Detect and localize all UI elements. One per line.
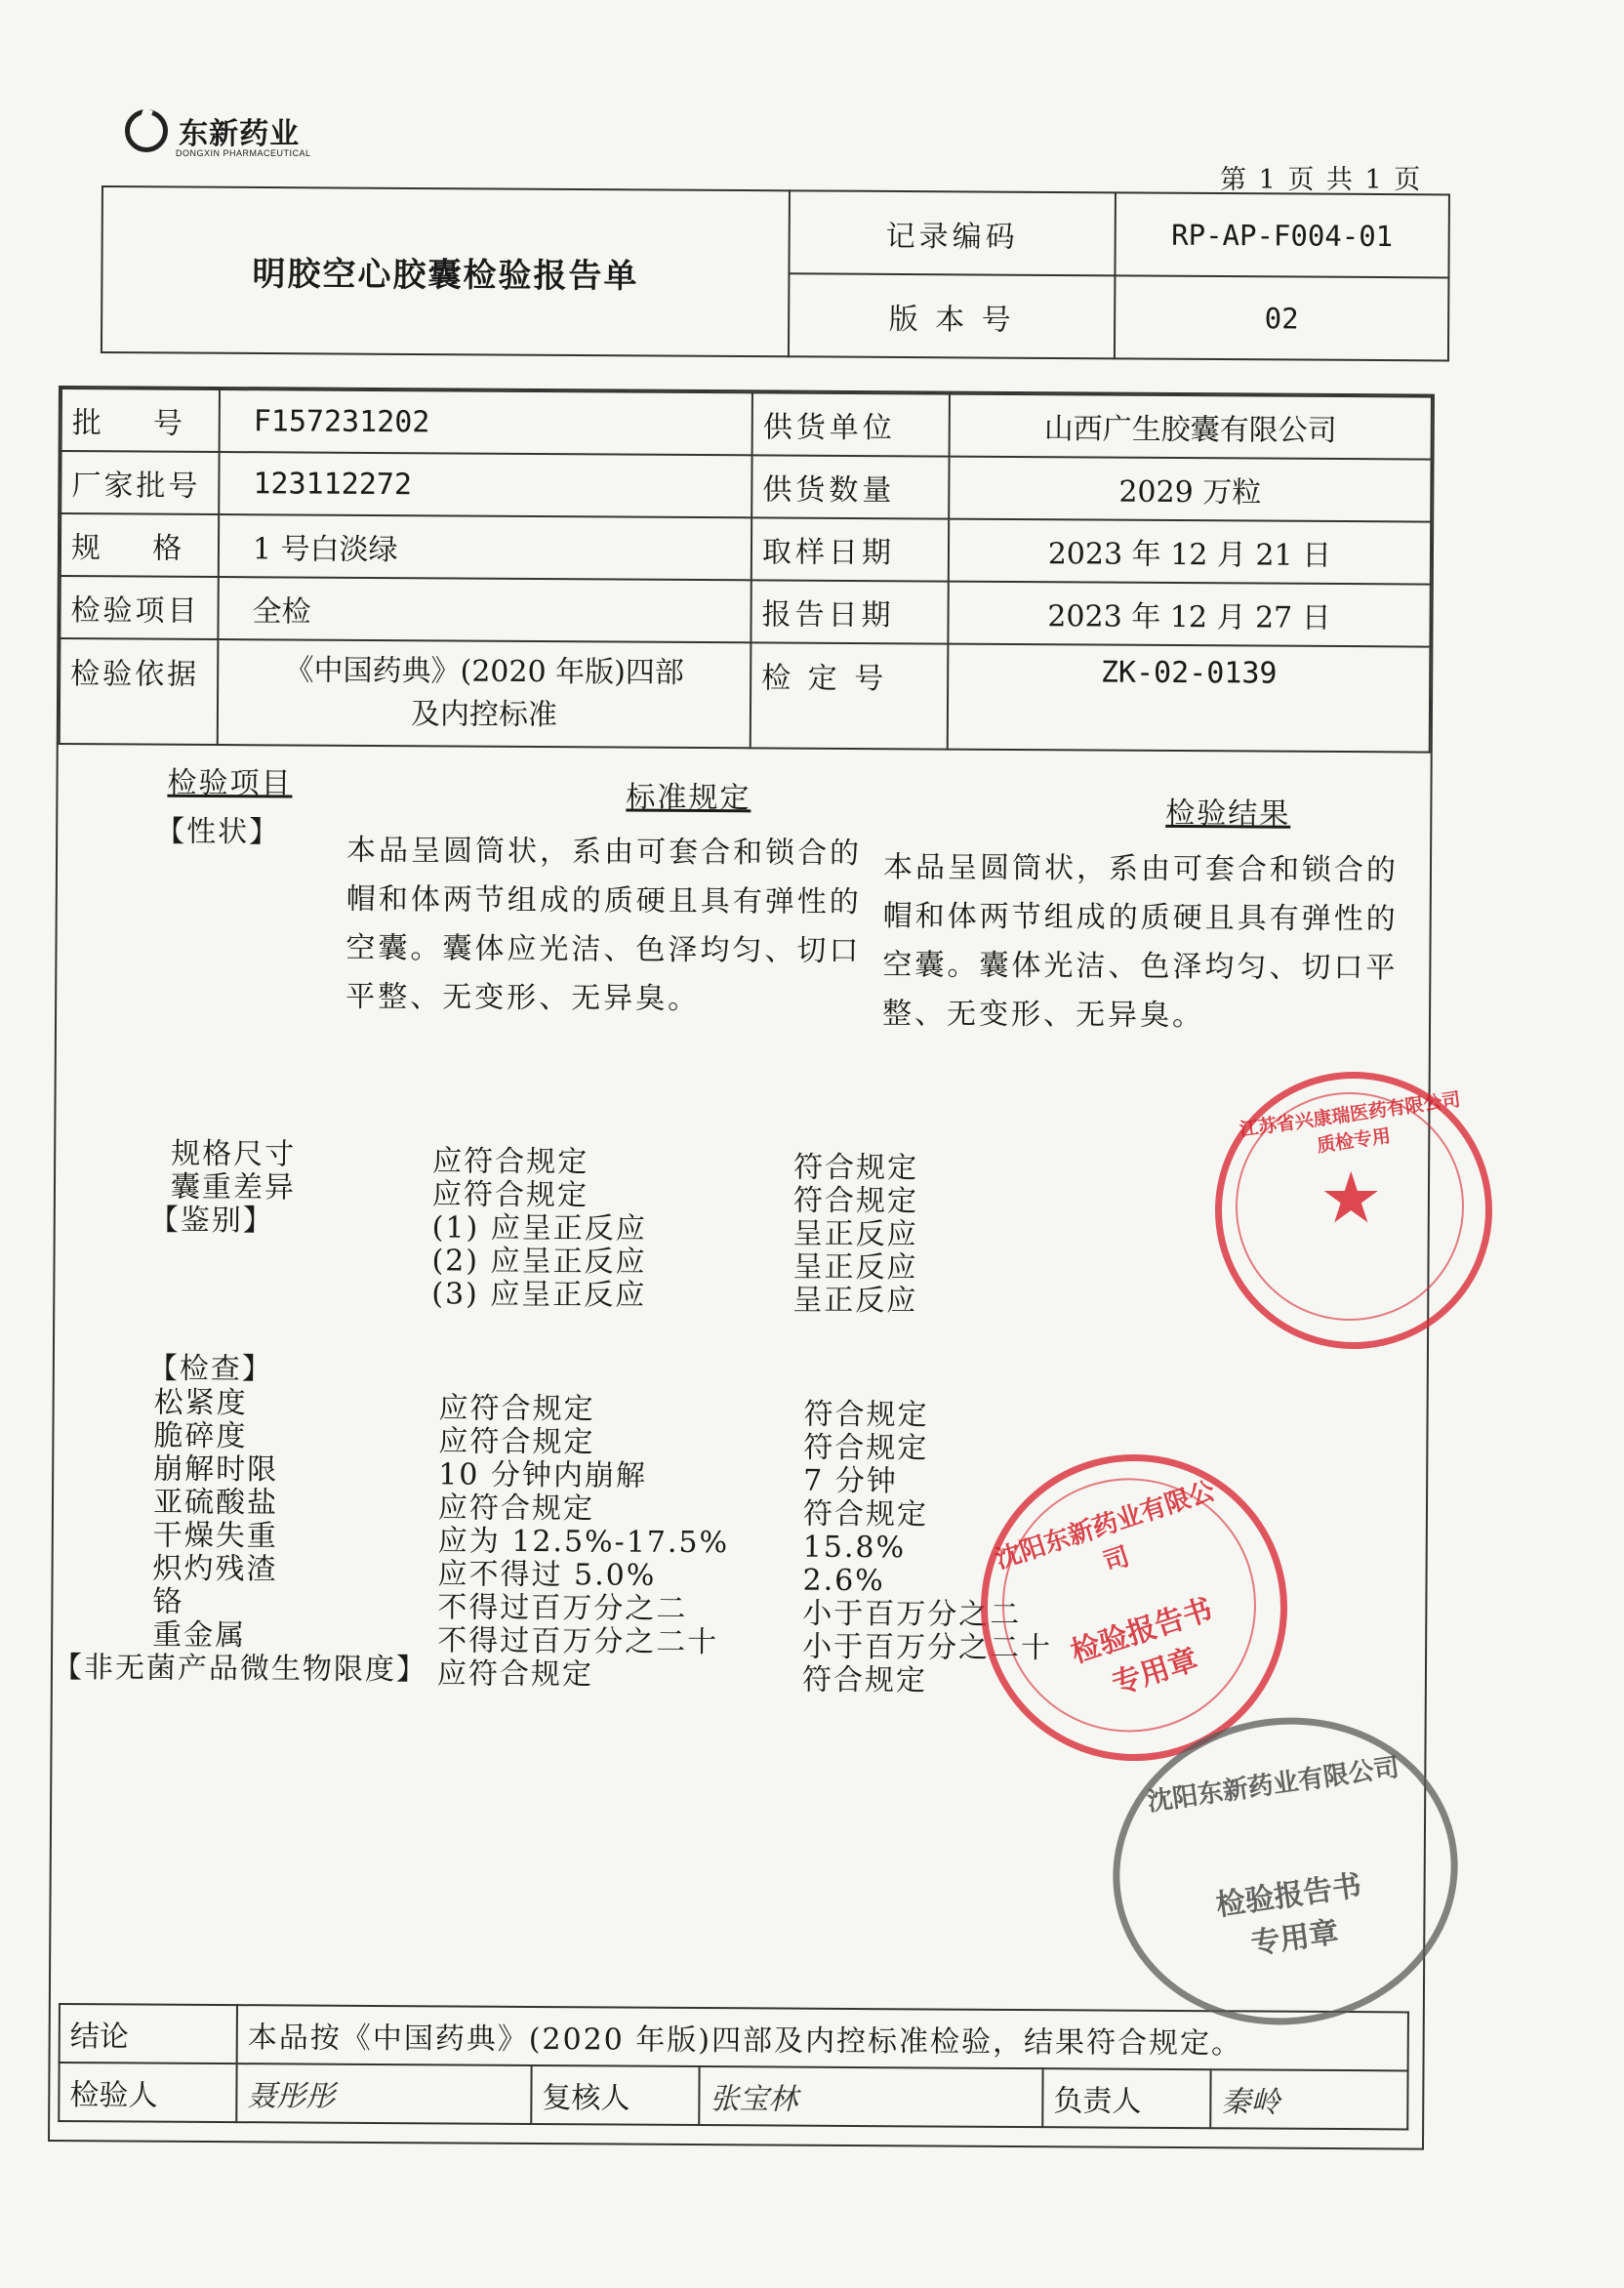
- row-item: 干燥失重: [152, 1518, 278, 1554]
- supplier-qc-stamp: [1215, 1072, 1492, 1349]
- mfr-batch-value: 123112272: [219, 452, 751, 517]
- col-result-header: 检验结果: [1165, 796, 1291, 832]
- cert-label: 检 定 号: [751, 642, 949, 749]
- conclusion-label: 结论: [60, 2004, 237, 2063]
- inspector-signature: 聂彤彤: [236, 2063, 531, 2124]
- stamp3-inner-text: 检验报告书 专用章: [1213, 1868, 1364, 1962]
- row-standard: 应符合规定: [438, 1391, 595, 1427]
- row-standard: 不得过百万分之二: [437, 1590, 688, 1626]
- responsible-signature: 秦岭: [1210, 2069, 1407, 2129]
- cert-value: ZK-02-0139: [948, 644, 1431, 753]
- row-item: 松紧度: [153, 1385, 248, 1421]
- test-item-label: 检验项目: [60, 576, 218, 639]
- conclusion-table: [58, 2003, 1409, 2130]
- row-standard: (1) 应呈正反应: [431, 1210, 647, 1246]
- inspector-label: 检验人: [59, 2063, 236, 2122]
- page-info: 第 1 页 共 1 页: [1220, 165, 1423, 195]
- sample-date-value: 2023 年 12 月 21 日: [949, 519, 1431, 585]
- row-standard: 不得过百万分之二十: [437, 1623, 719, 1660]
- row-result: 符合规定: [792, 1183, 919, 1219]
- row-item: 囊重差异: [170, 1169, 297, 1205]
- row-result: 符合规定: [793, 1150, 919, 1186]
- row-result: 小于百万分之二十: [802, 1629, 1053, 1666]
- report-date-label: 报告日期: [751, 580, 948, 643]
- company-logo: [125, 109, 311, 158]
- character-label: 【性状】: [155, 814, 281, 850]
- row-item: 脆碎度: [153, 1418, 248, 1454]
- test-item-value: 全检: [218, 577, 751, 642]
- row-result: 符合规定: [803, 1430, 929, 1466]
- logo-icon: [125, 109, 168, 152]
- report-title: 明胶空心胶囊检验报告单: [102, 186, 790, 356]
- row-standard: 应不得过 5.0%: [437, 1557, 657, 1593]
- row-item: 重金属: [152, 1617, 247, 1654]
- basis-label: 检验依据: [60, 638, 219, 745]
- row-standard: 10 分钟内崩解: [438, 1457, 648, 1493]
- stamp-star-icon: ★: [1320, 1157, 1383, 1239]
- version-value: 02: [1115, 275, 1449, 360]
- stamp2-outer-text: 沈阳东新药业有限公司: [992, 1476, 1219, 1578]
- row-item: 亚硫酸盐: [152, 1485, 279, 1521]
- supplier-value: 山西广生胶囊有限公司: [950, 394, 1432, 460]
- check-label: 【检查】: [147, 1351, 273, 1387]
- character-standard: 本品呈圆筒状，系由可套合和锁合的帽和体两节组成的质硬且具有弹性的空囊。囊体应光洁、色泽均匀、切口平整、无变形、无异臭。: [345, 833, 863, 1017]
- version-label: 版 本 号: [789, 273, 1116, 358]
- qty-label: 供货数量: [751, 455, 949, 518]
- batch-value: F157231202: [220, 389, 752, 455]
- row-result: 小于百万分之二: [802, 1596, 1022, 1633]
- spec-label: 规 格: [61, 513, 219, 577]
- record-code-value: RP-AP-F004-01: [1115, 192, 1449, 277]
- row-standard: 应符合规定: [438, 1424, 595, 1460]
- row-item: 【非无菌产品微生物限度】: [52, 1650, 428, 1688]
- row-result: 符合规定: [802, 1496, 929, 1532]
- row-item: 铬: [152, 1584, 184, 1619]
- row-item: 规格尺寸: [171, 1136, 297, 1172]
- row-item: 崩解时限: [153, 1451, 279, 1488]
- row-result: 呈正反应: [792, 1283, 918, 1319]
- sample-date-label: 取样日期: [751, 517, 949, 581]
- row-result: 符合规定: [801, 1662, 928, 1698]
- character-result: 本品呈圆筒状，系由可套合和锁合的帽和体两节组成的质硬且具有弹性的空囊。囊体光洁、色泽均匀、切口平整、无变形、无异臭。: [881, 850, 1400, 1034]
- row-result: 呈正反应: [792, 1249, 918, 1286]
- spec-value: 1 号白淡绿: [219, 514, 751, 580]
- logo-subtitle: DONGXIN PHARMACEUTICAL: [176, 148, 311, 158]
- report-date-value: 2023 年 12 月 27 日: [948, 582, 1430, 647]
- basis-value: [218, 639, 751, 748]
- row-result: 2.6%: [802, 1563, 885, 1599]
- row-standard: 应为 12.5%-17.5%: [437, 1524, 730, 1561]
- row-item: 【鉴别】: [148, 1203, 274, 1239]
- stamp2-inner-text: 检验报告书 专用章: [1067, 1592, 1217, 1702]
- stamp1-text: 江苏省兴康瑞医药有限公司 质检专用: [1238, 1088, 1462, 1158]
- stamp3-outer-text: 沈阳东新药业有限公司: [1145, 1752, 1401, 1818]
- responsible-label: 负责人: [1042, 2068, 1210, 2128]
- row-item: 炽灼残渣: [152, 1551, 278, 1587]
- report-header: [101, 185, 1450, 361]
- row-standard: 应符合规定: [432, 1144, 589, 1180]
- mfr-batch-label: 厂家批号: [61, 451, 219, 514]
- batch-label: 批 号: [61, 388, 220, 452]
- info-table: [59, 388, 1433, 754]
- row-standard: (3) 应呈正反应: [431, 1277, 647, 1313]
- reviewer-signature: 张宝林: [699, 2066, 1042, 2127]
- qty-value: 2029 万粒: [949, 457, 1431, 522]
- supplier-label: 供货单位: [752, 392, 950, 456]
- basis-value-line1: 《中国药典》(2020 年版)四部: [284, 653, 684, 690]
- row-standard: (2) 应呈正反应: [431, 1244, 647, 1280]
- col-item-header: 检验项目: [167, 765, 293, 801]
- row-result: 呈正反应: [792, 1216, 918, 1252]
- row-result: 符合规定: [803, 1397, 929, 1433]
- reviewer-label: 复核人: [531, 2065, 699, 2125]
- basis-value-line2: 及内控标准: [410, 697, 558, 733]
- row-standard: 应符合规定: [437, 1491, 595, 1527]
- row-result: 7 分钟: [803, 1463, 898, 1499]
- conclusion-text: 本品按《中国药典》(2020 年版)四部及内控标准检验，结果符合规定。: [237, 2005, 1408, 2070]
- row-standard: 应符合规定: [436, 1656, 594, 1693]
- record-code-label: 记录编码: [789, 190, 1116, 275]
- row-result: 15.8%: [802, 1530, 907, 1566]
- row-standard: 应符合规定: [431, 1177, 589, 1213]
- col-standard-header: 标准规定: [626, 780, 751, 816]
- logo-name: 东新药业: [179, 117, 301, 151]
